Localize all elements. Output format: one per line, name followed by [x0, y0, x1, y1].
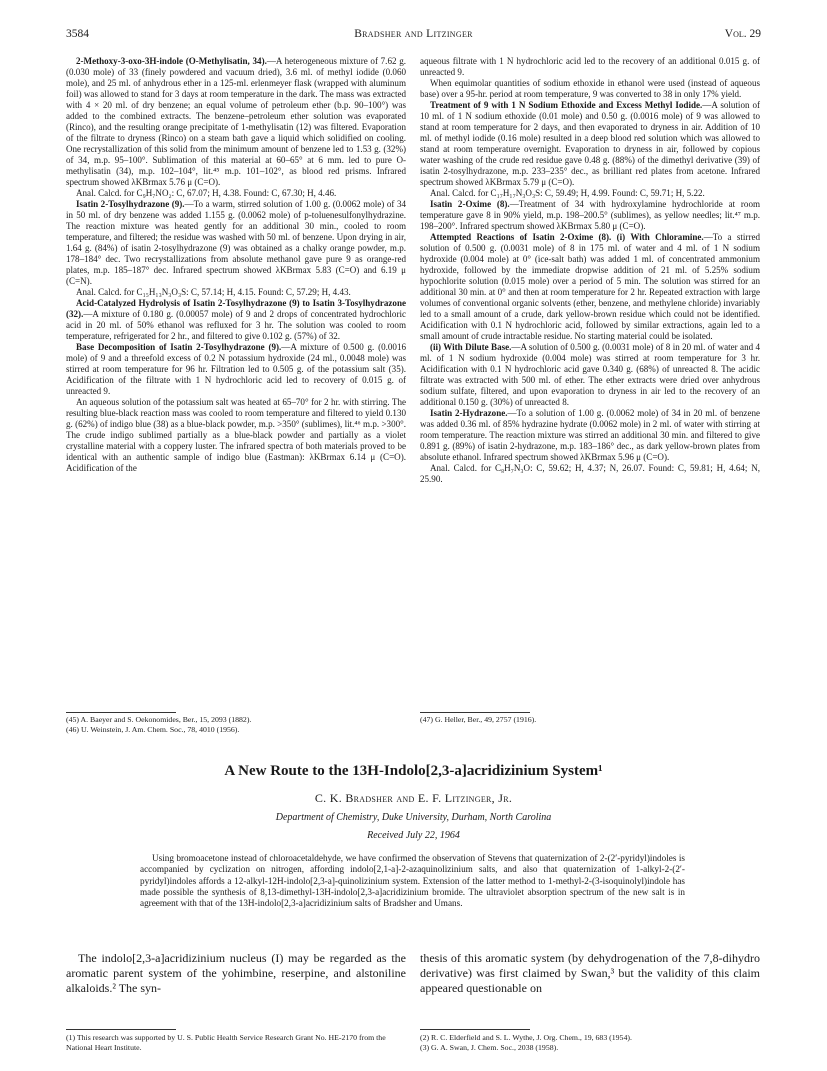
- article-title: A New Route to the 13H-Indolo[2,3-a]acridizinium System¹: [224, 763, 603, 779]
- paragraph-heading: Acid-Catalyzed Hydrolysis of Isatin 2-Tosylhydrazone (9) to Isatin 3-Tosylhydrazone (32).: [66, 298, 406, 319]
- paragraph-text: Anal. Calcd. for C₁₇H₁₇N₃O₃S: C, 59.49; H, 4.99. Found: C, 59.71; H, 5.22.: [430, 188, 705, 198]
- intro-paragraph: The indolo[2,3-a]acridizinium nucleus (I) may be regarded as the aromatic parent system of the yohimbine, reserpine, and alstoniline alkaloids.² The syn-: [66, 951, 406, 995]
- paragraph: [66, 188, 406, 199]
- footnote: (47) G. Heller, Ber., 49, 2757 (1916).: [420, 715, 537, 724]
- footnote: (3) G. A. Swan, J. Chem. Soc., 2038 (1958).: [420, 1043, 559, 1052]
- article-affiliation: Department of Chemistry, Duke University, Durham, North Carolina: [275, 812, 552, 823]
- intro-paragraph-continued: thesis of this aromatic system (by dehydrogenation of the 7,8-dihydro derivative) was first claimed by Swan,³ but the validity of this claim appeared questionable on: [420, 951, 760, 995]
- article-authors: C. K. Bradsher and E. F. Litzinger, Jr.: [314, 791, 513, 805]
- paragraph: [420, 100, 760, 188]
- paragraph: [420, 188, 760, 199]
- paragraph-heading: 2-Methoxy-3-oxo-3H-indole (O-Methylisatin, 34).: [76, 56, 267, 66]
- page-number: 3584: [66, 28, 89, 40]
- paragraph: [66, 298, 406, 342]
- article-footnotes-right: [420, 1029, 760, 1053]
- footnote-rule: [420, 1029, 530, 1030]
- paragraph-text: —Treatment of 34 with hydroxylamine hydrochloride at room temperature gave 8 in 90% yield, m.p. 198–200.5° (sublimes), as yellow needles; lit.⁴⁷ m.p. 198–200°. Infrared spectrum showed λKBrmax 5.80 μ (C=O).: [420, 199, 761, 231]
- paragraph-text: Anal. Calcd. for C₉H₇NO₂: C, 67.07; H, 4.38. Found: C, 67.30; H, 4.46.: [76, 188, 337, 198]
- article-footnotes-left: [66, 1029, 406, 1053]
- paragraph: [420, 199, 760, 232]
- footnote: (46) U. Weinstein, J. Am. Chem. Soc., 78, 4010 (1956).: [66, 725, 240, 734]
- footnotes-left: [66, 712, 406, 735]
- footnote: (45) A. Baeyer and S. Oekonomides, Ber., 15, 2093 (1882).: [66, 715, 252, 724]
- paragraph-text: aqueous filtrate with 1 N hydrochloric acid led to the recovery of an additional 0.015 g. of unreacted 9.: [420, 56, 760, 77]
- paragraph-text: —To a stirred solution of 0.500 g. (0.0031 mole) of 8 in 175 ml. of water and 4 ml. of 1 N sodium hydroxide (0.004 mole) at 0° (ice-salt bath) was added 1 ml. of concentrated ammonium hydroxide, followed by the immediate dropwise addition of 21 ml. of 5.25% sodium hypochlorite solution (0.015 mole) over a period of 5 min. The solution was stirred for an additional 30 min. at 0° and then at room temperature for 2 hr. Repeated extraction with large volumes of conventional organic solvents (ether, benzene, and methylene chloride) invariably led to a small amount of a crude, dark yellow-brown residue which could not be identified. Acidification with 0.1 N hydrochloric acid, followed by similar extractions, again led to a small amount of crude intractable residue. No starting material could be isolated.: [420, 232, 760, 341]
- paragraph: [66, 397, 406, 474]
- footnotes-right: [420, 712, 760, 725]
- experimental-left-column: [66, 56, 406, 474]
- paragraph: [420, 463, 760, 485]
- paragraph: [66, 199, 406, 287]
- volume-label: Vol. 29: [724, 28, 761, 40]
- paragraph-text: Anal. Calcd. for C₁₅H₁₃N₃O₃S: C, 57.14; H, 4.15. Found: C, 57.29; H, 4.43.: [76, 287, 351, 297]
- paragraph-text: —To a warm, stirred solution of 1.00 g. (0.0062 mole) of 34 in 50 ml. of dry benzene was added 1.155 g. (0.0062 mole) of p-toluenesulfonylhydrazine. The reaction mixture was heated gently for an additional 30 min., cooled to room temperature, and filtered; the residue was washed with 50 ml. of benzene. Upon drying in air, 1.64 g. (84%) of isatin 2-tosylhydrazone (9) was obtained as a chalky orange powder, m.p. 178–184° dec. Two recrystallizations from absolute methanol gave pure 9 as orange-red plates, m.p. 185–187° dec. Infrared spectrum showed λKBrmax 5.83 (C=O) and 6.19 μ (C=N).: [66, 199, 406, 286]
- paragraph-text: —A solution of 10 ml. of 1 N sodium ethoxide (0.01 mole) and 0.50 g. (0.0016 mole) of 9 was allowed to stand at room temperature for 2 days, and then evaporated to dryness in air. Addition of 10 ml. of methyl iodide (0.16 mole) resulted in a deep blood red solution which was allowed to stand at room temperature overnight. Evaporation to dryness in air, followed by copious water washing of the crude red residue gave 0.48 g. (88%) of the dimethyl derivative (39) of isatin 2-tosylhydrazone, m.p. 233–235° dec., as brilliant red plates from acetone. Infrared spectrum showed λKBrmax 5.79 μ (C=O).: [420, 100, 760, 187]
- paragraph-heading: Isatin 2-Tosylhydrazone (9).: [76, 199, 185, 209]
- paragraph-text: —A solution of 0.500 g. (0.0031 mole) of 8 in 20 ml. of water and 4 ml. of 1 N sodium hydroxide (0.004 mole) was stirred at room temperature for 3 hr. Acidification with 0.1 N hydrochloric acid gave 0.340 g. (68%) of unreacted 8. The acidic filtrate was extracted with 500 ml. of ether. The ether extracts were dried over anhydrous sodium sulfate, filtered, and upon evaporation to dryness in air led to the recovery of an additional 0.150 g. (30%) of unreacted 8.: [420, 342, 761, 407]
- paragraph: [66, 287, 406, 298]
- paragraph: [66, 342, 406, 397]
- paragraph: [420, 232, 760, 342]
- paragraph-text: An aqueous solution of the potassium salt was heated at 65–70° for 2 hr. with stirring. The resulting blue-black reaction mass was cooled to room temperature and filtered to yield 0.130 g. (62%) of indigo blue (38) as a blue-black powder, m.p. >350° (sublimes), lit.⁴⁶ m.p. >300°. The crude indigo sublimed partially as a blue-black powder and partially as a violet crystalline material with a coppery luster. The infrared spectra of both materials proved to be identical with an authentic sample of indigo blue (Eastman): λKBrmax 6.14 μ (C=O). Acidification of the: [66, 397, 406, 473]
- paragraph-text: —A heterogeneous mixture of 7.62 g. (0.030 mole) of 33 (finely powdered and vacuum dried), 3.6 ml. of methyl iodide (0.060 mole), and 25 ml. of anhydrous ether in a 125-ml. erlenmeyer flask (wrapped with aluminum foil) was allowed to stand for 3 days at room temperature in the dark. The mass was extracted with 4 × 20 ml. of dry benzene; an equal volume of petroleum ether (b.p. 90–100°) was added to the combined extracts. The benzene–petroleum ether solution was evaporated (Rinco), and the resulting orange precipitate of 1-methylisatin (12) was filtered. Evaporation of the filtrate to dryness (Rinco) on a steam bath gave a liquid which solidified on cooling. One recrystallization of this solid from the minimum amount of benzene led to 1.53 g. (32%) of 34, m.p. 95–100°. Sublimation of this material at 60–65° at 6 mm. led to pure O-methylisatin (34), m.p. 102–104°, lit.⁴⁵ m.p. 101–102°, as blood red prisms. Infrared spectrum showed λKBrmax 5.76 μ (C=O).: [66, 56, 406, 187]
- paragraph-text: Anal. Calcd. for C₈H₇N₃O: C, 59.62; H, 4.37; N, 26.07. Found: C, 59.81; H, 4.64; N, 25.90.: [420, 463, 760, 484]
- abstract-text: Using bromoacetone instead of chloroacetaldehyde, we have confirmed the observation of Stevens that quaternization of 2-(2′-pyridyl)indoles is accompanied by cyclization on nitrogen, affording indolo[2,1-a]-2-azaquinolizinium salts, and also that quaternization of 1-alkyl-2-(2′-pyridyl)indoles affords a 12-alkyl-12H-indolo[2,3-a]-quinolizinium system. Extension of the latter method to 1-methyl-2-(3-isoquinolyl)indole has made possible the synthesis of 8,13-dimethyl-13H-indolo[2,3-a]acridizinium bromide. The ultraviolet absorption spectrum of the new salt is in agreement with that of the 13H-indolo[2,3-a]acridizinium salts of Bradsher and Umans.: [140, 853, 685, 909]
- footnote-rule: [66, 1029, 176, 1030]
- paragraph-heading: Attempted Reactions of Isatin 2-Oxime (8). (i) With Chloramine.: [430, 232, 704, 242]
- paragraph-text: —To a solution of 1.00 g. (0.0062 mole) of 34 in 20 ml. of benzene was added 0.36 ml. of 85% hydrazine hydrate (0.0062 mole) in 2 ml. of water with stirring at room temperature. The reaction mixture was stirred an additional 30 min. and filtered to give 0.891 g. (89%) of isatin 2-hydrazone, m.p. 183–186° dec., as dark yellow-brown plates from absolute ethanol. Infrared spectrum showed λKBrmax 5.96 μ (C=O).: [420, 408, 760, 462]
- paragraph-text: —A mixture of 0.500 g. (0.0016 mole) of 9 and a threefold excess of 0.2 N potassium hydroxide (24 ml., 0.0048 mole) was stirred at room temperature for 96 hr. Filtration led to 0.505 g. of the potassium salt (35). Acidification of the filtrate with 1 N hydrochloric acid led to recovery of 0.015 g. of unreacted 9.: [66, 342, 406, 396]
- paragraph: [420, 78, 760, 100]
- paragraph-heading: Base Decomposition of Isatin 2-Tosylhydrazone (9).: [76, 342, 282, 352]
- paragraph-heading: Treatment of 9 with 1 N Sodium Ethoxide and Excess Methyl Iodide.: [430, 100, 703, 110]
- paragraph: [420, 342, 760, 408]
- paragraph-text: When equimolar quantities of sodium ethoxide in ethanol were used (instead of aqueous base) over a 95-hr. period at room temperature, 9 was converted to 38 in only 17% yield.: [420, 78, 760, 99]
- paragraph: [420, 56, 760, 78]
- footnote-rule: [66, 712, 176, 713]
- paragraph-text: —A mixture of 0.180 g. (0.00057 mole) of 9 and 2 drops of concentrated hydrochloric acid in 20 ml. of 50% ethanol was refluxed for 3 hr. The solution was cooled to room temperature, refrigerated for 2 hr., and filtered to give 0.102 g. (57%) of 32.: [66, 309, 406, 341]
- paragraph: [66, 56, 406, 188]
- footnote-rule: [420, 712, 530, 713]
- intro-right-column: [420, 951, 760, 996]
- running-title: Bradsher and Litzinger: [354, 28, 473, 40]
- running-header: [66, 28, 761, 44]
- abstract: [140, 853, 685, 909]
- footnote: (2) R. C. Elderfield and S. L. Wythe, J. Org. Chem., 19, 683 (1954).: [420, 1033, 632, 1042]
- paragraph-heading: (ii) With Dilute Base.: [430, 342, 512, 352]
- paragraph-heading: Isatin 2-Oxime (8).: [430, 199, 510, 209]
- paragraph-heading: Isatin 2-Hydrazone.: [430, 408, 508, 418]
- intro-left-column: [66, 951, 406, 996]
- paragraph: [420, 408, 760, 463]
- received-date: Received July 22, 1964: [367, 830, 460, 841]
- footnote: (1) This research was supported by U. S. Public Health Service Research Grant No. HE-2170 from the National Heart Institute.: [66, 1033, 386, 1052]
- experimental-right-column: [420, 56, 760, 485]
